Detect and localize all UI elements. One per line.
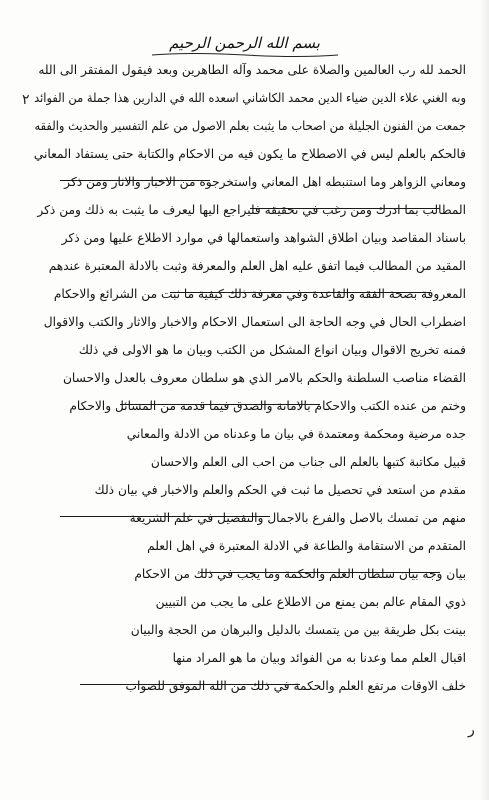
- text-line: اقبال العلم مما وعدنا به من الفوائد وبيان ما هو المراد منها: [172, 651, 466, 665]
- text-line: فمنه تخريج الاقوال وبيان انواع المشكل من الكتب وبيان ما هو الاولى في ذلك: [78, 343, 466, 357]
- text-line: ذوي المقام عالم بمن يمنع من الاطلاع على ما يجب من التبيين: [155, 595, 466, 609]
- scribal-underline: [170, 292, 430, 293]
- text-line: المعروفة بصحة الفقه والقاعدة وفي معرفة ذلك كيفية ما ثبت من الشرائع والاحكام: [53, 287, 466, 301]
- text-line: المطالب بما ادرك ومن رغب في تحقيقه فليراجع اليها ليعرف ما يثبت به ذلك ومن ذكر: [37, 203, 466, 217]
- text-line: باسناد المقاصد وبيان اطلاق الشواهد واستعمالها في موارد الاطلاع عليها ومن ذكر: [61, 231, 466, 245]
- basmala-header: بسم الله الرحمن الرحيم: [169, 34, 320, 52]
- scribal-underline: [60, 516, 270, 517]
- text-line: ومعاني الزواهر وما استنبطه اهل المعاني واستخرجوه من الاخبار والاثار ومن ذكر: [64, 175, 466, 189]
- text-line: منهم من تمسك بالاصل والفرع بالاجمال والتفصيل في علم الشريعة: [129, 511, 466, 525]
- scribal-underline: [120, 404, 320, 405]
- text-line: قبيل مكاتبة كتبها بالعلم الى جناب من احب الى العلم والاحسان: [150, 455, 466, 469]
- text-line: المتقدم من الاستقامة والطاعة في الادلة المعتبرة في اهل العلم: [147, 539, 466, 553]
- text-line: جمعت من الفنون الجليلة من اصحاب ما يثبت بعلم الاصول من علم التفسير والحديث والفقه: [34, 119, 467, 133]
- page-edge-shadow: [479, 0, 489, 800]
- text-line: فالحكم بالعلم ليس في الاصطلاح ما يكون فيه من الاحكام والكتابة حتى يستفاد المعاني: [34, 147, 466, 161]
- margin-mark: ۲: [22, 92, 30, 108]
- text-line: الحمد لله رب العالمين والصلاة على محمد وآله الطاهرين وبعد فيقول المفتقر الى الله: [38, 63, 466, 77]
- scribal-underline: [60, 180, 210, 181]
- margin-mark: ر: [468, 722, 475, 738]
- text-line: وبه الغني علاء الدين ضياء الدين محمد الكاشاني اسعده الله في الدارين هذا جملة من الفوائد: [34, 91, 467, 105]
- text-line: جده مرضية ومحكمة ومعتمدة في بيان ما وعدناه من الادلة والمعاني: [126, 427, 466, 441]
- scribal-underline: [200, 572, 440, 573]
- text-line: القضاء مناصب السلطنة والحكم بالامر الذي هو سلطان معروف بالعدل والاحسان: [62, 371, 466, 385]
- text-line: بيان وجه بيان سلطان العلم والحكمة وما يجب في ذلك من الاحكام: [134, 567, 466, 581]
- text-line: اضطراب الحال في وجه الحاجة الى استعمال الاحكام والاخبار والاثار والكتب والاقوال: [43, 315, 466, 329]
- scribal-underline: [250, 208, 440, 209]
- text-line: وختم من عنده الكتب والاحكام بالامانة والصدق فيما قدمه من المسائل والاحكام: [69, 399, 466, 413]
- text-line: المقيد من المطالب فيما اتفق عليه اهل العلم والمعرفة وثبت بالادلة المعتبرة عندهم: [48, 259, 466, 273]
- text-line: خلف الاوقات مرتفع العلم والحكمة في ذلك من الله الموفق للصواب: [125, 679, 466, 693]
- text-line: مقدم من استعد في تحصيل ما ثبت في الحكم والعلم والاخبار في بيان ذلك: [94, 483, 466, 497]
- text-line: بينت بكل طريقة بين من يتمسك بالدليل والبرهان من الحجة والبيان: [130, 623, 466, 637]
- scribal-underline: [80, 684, 300, 685]
